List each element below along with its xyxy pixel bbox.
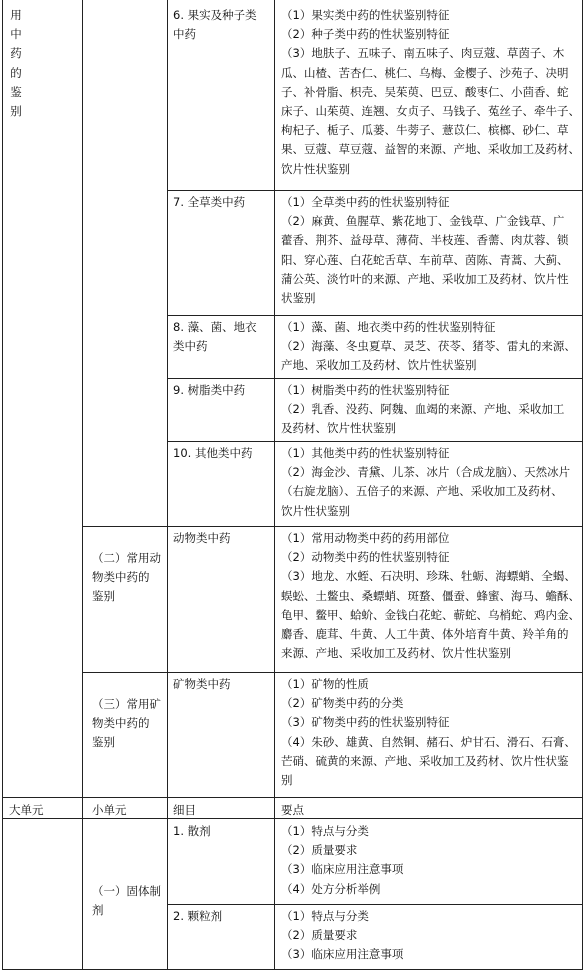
subunit-label: 物类中药的 [92,716,150,731]
item-label: 中药 [173,27,196,42]
header-subunit: 小单元 [92,803,127,817]
point-line: 产地、采收加工及药材、饮片性状鉴别 [281,358,477,373]
point-line: 枸杞子、栀子、瓜蒌、牛蒡子、薏苡仁、槟榔、砂仁、草 [281,123,569,138]
point-line: （1）其他类中药的性状鉴别特征 [281,446,450,460]
point-line: 阳、穿心莲、白花蛇舌草、车前草、茵陈、青蒿、大蓟、 [281,252,569,267]
point-line: 状鉴别 [281,291,316,305]
item-label: 10. 其他类中药 [173,446,253,460]
point-line: （1）果实类中药的性状鉴别特征 [281,8,450,22]
unit-vertical-char: 用 [10,8,22,22]
point-line: 藿香、荆芥、益母草、薄荷、半枝莲、香薷、肉苁蓉、锁 [281,233,569,248]
point-line: （1）藻、菌、地衣类中药的性状鉴别特征 [281,320,496,334]
point-line: 龟甲、鳖甲、蛤蚧、金钱白花蛇、蕲蛇、乌梢蛇、鸡内金、 [281,607,580,622]
unit-vertical-char: 的 [10,65,22,80]
subunit-label: 剂 [92,903,104,918]
point-line: （1）矿物的性质 [281,677,369,691]
point-line: （2）海藻、冬虫夏草、灵芝、茯苓、猪苓、雷丸的来源、 [281,339,576,354]
point-line: （4）处方分析举例 [281,881,381,896]
item-label: 1. 散剂 [173,824,211,838]
subunit-label: （一）固体制 [92,884,161,898]
point-line: （1）特点与分类 [281,824,369,838]
unit-vertical-char: 别 [10,104,22,119]
item-label: 动物类中药 [173,531,231,545]
point-line: 床子、山茱萸、连翘、女贞子、马钱子、菟丝子、牵牛子、 [281,104,580,118]
point-line: （2）质量要求 [281,843,358,858]
point-line: （1）常用动物类中药的药用部位 [281,531,450,545]
point-line: 芒硝、硫黄的来源、产地、采收加工及药材、饮片性状鉴 [281,753,569,768]
point-line: （1）特点与分类 [281,909,369,923]
subunit-label: 物类中药的 [92,570,150,585]
point-line: 蒲公英、淡竹叶的来源、产地、采收加工及药材、饮片性 [281,271,569,286]
point-line: （2）种子类中药的性状鉴别特征 [281,27,450,42]
unit-vertical-char: 药 [10,46,22,61]
subunit-label: 鉴别 [92,735,115,750]
item-label: 2. 颗粒剂 [173,909,223,923]
header-unit: 大单元 [9,803,44,817]
point-line: 蜈蚣、土鳖虫、桑螵蛸、斑蝥、僵蚕、蜂蜜、海马、蟾酥、 [281,588,580,603]
point-line: （2）动物类中药的性状鉴别特征 [281,550,450,565]
item-label: 类中药 [173,339,208,354]
item-label: 矿物类中药 [173,677,231,691]
point-line: 果、豆蔻、草豆蔻、益智的来源、产地、采收加工及药材、 [281,142,580,157]
item-label: 6. 果实及种子类 [173,8,257,22]
point-line: （4）朱砂、雄黄、自然铜、赭石、炉甘石、滑石、石膏、 [281,734,576,749]
point-line: （2）麻黄、鱼腥草、紫花地丁、金钱草、广金钱草、广 [281,214,565,229]
point-line: （3）矿物类中药的性状鉴别特征 [281,715,450,730]
point-line: 饮片性状鉴别 [281,161,350,176]
point-line: 饮片性状鉴别 [281,503,350,518]
point-line: （2）乳香、没药、阿魏、血竭的来源、产地、采收加工 [281,402,565,417]
point-line: （3）临床应用注意事项 [281,947,404,962]
point-line: （1）全草类中药的性状鉴别特征 [281,195,450,209]
point-line: 来源、产地、采收加工及药材、饮片性状鉴别 [281,646,511,661]
header-points: 要点 [281,803,304,817]
item-label: 9. 树脂类中药 [173,383,246,397]
point-line: （右旋龙脑）、五倍子的来源、产地、采收加工及药材、 [281,484,563,499]
subunit-label: （二）常用动 [92,551,161,565]
point-line: （2）海金沙、青黛、儿茶、冰片（合成龙脑）、天然冰片 [281,465,571,480]
point-line: （2）矿物类中药的分类 [281,696,404,711]
item-label: 7. 全草类中药 [173,195,246,209]
header-item: 细目 [173,803,196,817]
point-line: 瓜、山楂、苦杏仁、桃仁、乌梅、金樱子、沙苑子、决明 [281,65,569,80]
point-line: 子、补骨脂、枳壳、吴茱萸、巴豆、酸枣仁、小茴香、蛇 [281,84,569,99]
top-unit-vertical-label [9,6,23,121]
unit-vertical-char: 鉴 [10,84,22,99]
point-line: （3）地肤子、五味子、南五味子、肉豆蔻、草茵子、木 [281,46,565,61]
point-line: （3）临床应用注意事项 [281,862,404,877]
point-line: 别 [281,773,293,787]
subunit-label: 鉴别 [92,589,115,604]
subunit-label: （三）常用矿 [92,697,161,711]
point-line: 麝香、鹿茸、牛黄、人工牛黄、体外培育牛黄、羚羊角的 [281,627,569,641]
point-line: （1）树脂类中药的性状鉴别特征 [281,383,450,397]
point-line: （3）地龙、水蛭、石决明、珍珠、牡蛎、海螵蛸、全蝎、 [281,569,576,584]
point-line: 及药材、饮片性状鉴别 [281,421,396,436]
point-line: （2）质量要求 [281,928,358,943]
unit-vertical-char: 中 [10,27,22,42]
item-label: 8. 藻、菌、地衣 [173,320,257,334]
